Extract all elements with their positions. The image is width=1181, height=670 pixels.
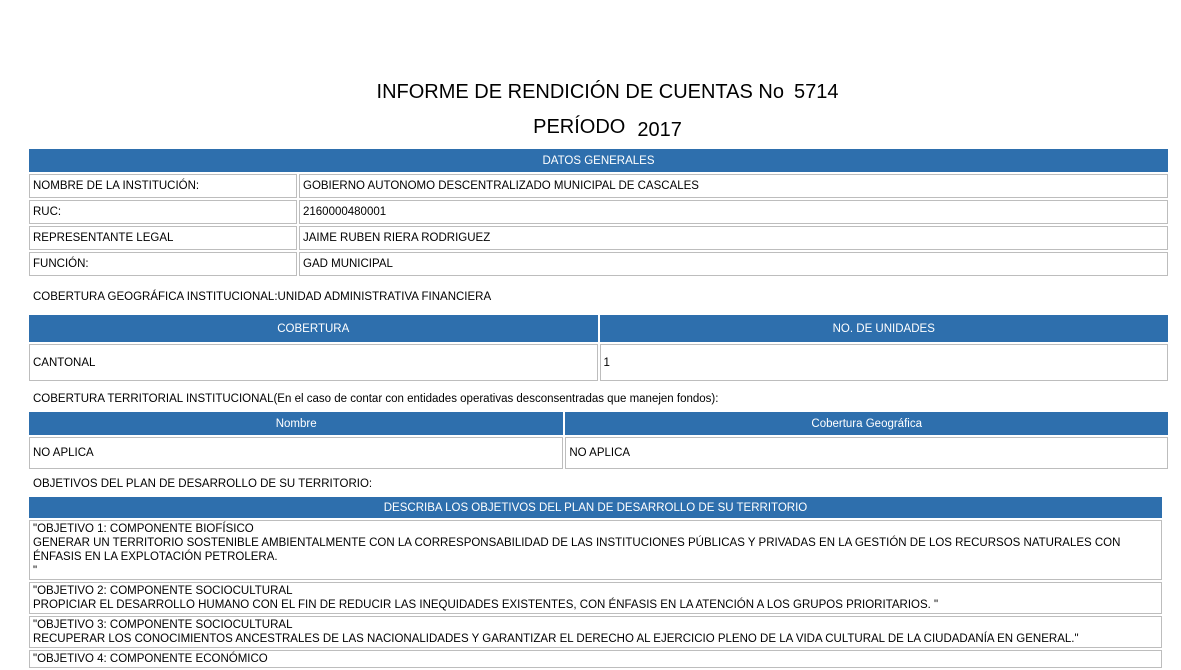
table-row (29, 226, 1168, 250)
table-row (29, 650, 1162, 668)
legal-representative-value: JAIME RUBEN RIERA RODRIGUEZ (299, 226, 1168, 250)
objective-cell: "OBJETIVO 2: COMPONENTE SOCIOCULTURAL PROPICIAR EL DESARROLLO HUMANO CON EL FIN DE REDUCIR LAS INEQUIDADES EXISTENTES, CON ÉNFASIS EN LA ATENCIÓN A LOS GRUPOS PRIORITARIOS. " (29, 582, 1162, 614)
table-row (29, 616, 1162, 648)
geographic-coverage-label: COBERTURA GEOGRÁFICA INSTITUCIONAL:UNIDAD ADMINISTRATIVA FINANCIERA (33, 291, 492, 303)
objectives-header: DESCRIBA LOS OBJETIVOS DEL PLAN DE DESARROLLO DE SU TERRITORIO (29, 497, 1162, 518)
table-row (29, 582, 1162, 614)
period-value: 2017 (637, 119, 682, 141)
name-column-header: Nombre (29, 412, 563, 435)
period-label: PERÍODO (533, 116, 626, 138)
function-value: GAD MUNICIPAL (299, 252, 1168, 276)
coverage-column-header: COBERTURA (29, 315, 598, 342)
objective-cell: "OBJETIVO 3: COMPONENTE SOCIOCULTURAL RECUPERAR LOS CONOCIMIENTOS ANCESTRALES DE LAS NACIONALIDADES Y GARANTIZAR EL DERECHO AL EJERCICIO PLENO DE LA VIDA CULTURAL DE LA CIUDADANÍA EN GENERAL." (29, 616, 1162, 648)
report-title-text: INFORME DE RENDICIÓN DE CUENTAS No (376, 81, 784, 103)
plan-objectives-label: OBJETIVOS DEL PLAN DE DESARROLLO DE SU TERRITORIO: (33, 478, 373, 490)
name-cell: NO APLICA (29, 437, 563, 469)
units-column-header: NO. DE UNIDADES (600, 315, 1169, 342)
legal-representative-label: REPRESENTANTE LEGAL (29, 226, 297, 250)
territorial-coverage-label: COBERTURA TERRITORIAL INSTITUCIONAL(En el caso de contar con entidades operativas desconsentradas que manejen fondos): (33, 393, 719, 405)
table-row (29, 437, 1168, 469)
table-row (29, 520, 1162, 580)
report-title (0, 80, 1181, 104)
objectives-table (27, 495, 1164, 670)
units-cell: 1 (600, 344, 1169, 381)
institution-label: NOMBRE DE LA INSTITUCIÓN: (29, 174, 297, 198)
geographic-coverage-cell: NO APLICA (565, 437, 1168, 469)
objective-cell: "OBJETIVO 4: COMPONENTE ECONÓMICO (29, 650, 1162, 668)
objective-cell: "OBJETIVO 1: COMPONENTE BIOFÍSICO GENERAR UN TERRITORIO SOSTENIBLE AMBIENTALMENTE CON LA CORRESPONSABILIDAD DE LAS INSTITUCIONES PÚBLICAS Y PRIVADAS EN LA GESTIÓN DE LOS RECURSOS NATURALES CON ÉNFASIS EN LA EXPLOTACIÓN PETROLERA. " (29, 520, 1162, 580)
table-row (29, 252, 1168, 276)
general-data-header: DATOS GENERALES (29, 149, 1168, 172)
coverage-cell: CANTONAL (29, 344, 598, 381)
table-row (29, 174, 1168, 198)
institution-value: GOBIERNO AUTONOMO DESCENTRALIZADO MUNICIPAL DE CASCALES (299, 174, 1168, 198)
report-number: 5714 (793, 81, 839, 103)
coverage-table (27, 313, 1170, 383)
table-row (29, 344, 1168, 381)
ruc-value: 2160000480001 (299, 200, 1168, 224)
function-label: FUNCIÓN: (29, 252, 297, 276)
report-period (0, 115, 1181, 139)
territorial-table (27, 410, 1170, 471)
geographic-coverage-column-header: Cobertura Geográfica (565, 412, 1168, 435)
ruc-label: RUC: (29, 200, 297, 224)
table-row (29, 200, 1168, 224)
general-data-table (27, 147, 1170, 278)
